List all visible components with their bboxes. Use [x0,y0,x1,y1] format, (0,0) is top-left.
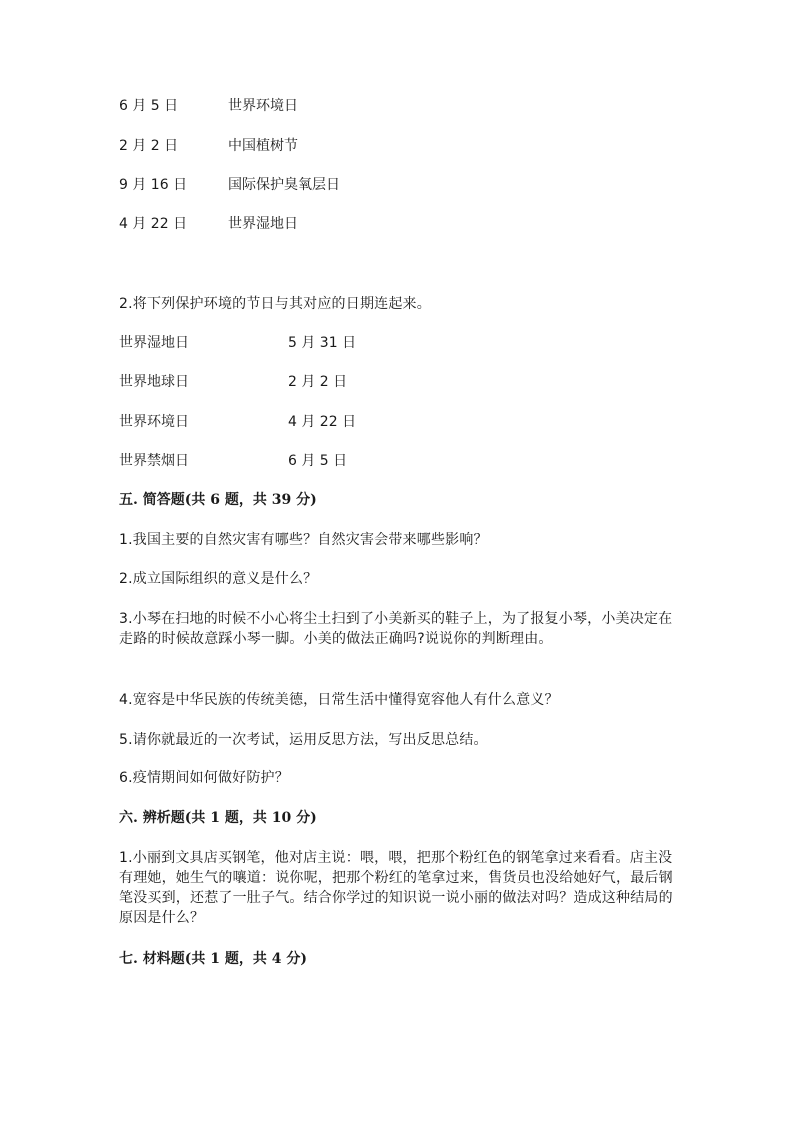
match-name: 世界禁烟日 [119,453,189,469]
list1-date: 9 月 16 日 [119,177,188,193]
match-date: 2 月 2 日 [288,374,348,390]
section-heading: 六. 辨析题(共 1 题，共 10 分) [119,810,317,826]
list1-name: 世界环境日 [228,98,298,114]
question-text: 6.疫情期间如何做好防护？ [119,770,289,786]
list1-row [119,214,298,234]
match-date: 6 月 5 日 [288,453,348,469]
match-row [119,412,357,432]
match-name: 世界环境日 [119,414,189,430]
list1-row [119,96,298,116]
match-row [119,333,357,353]
section-heading: 七. 材料题(共 1 题，共 4 分) [119,951,307,967]
question-text: 3.小琴在扫地的时候不小心将尘土扫到了小美新买的鞋子上，为了报复小琴，小美决定在走路的时候故意踩小琴一脚。小美的做法正确吗?说说你的判断理由。 [119,611,673,647]
list1-row [119,136,298,156]
list1-name: 国际保护臭氧层日 [228,177,340,193]
question-text: 1.小丽到文具店买钢笔，他对店主说：喂，喂，把那个粉红色的钢笔拿过来看看。店主没有理她，她生气的嚷道：说你呢，把那个粉红的笔拿过来，售货员也没给她好气，最后钢笔没买到，还惹了一肚子气。结合你学过的知识说一说小丽的做法对吗？造成这种结局的原因是什么？ [119,850,673,926]
list1-row [119,175,340,195]
list1-date: 6 月 5 日 [119,98,179,114]
question-text: 1.我国主要的自然灾害有哪些？自然灾害会带来哪些影响？ [119,532,488,548]
match-date: 4 月 22 日 [288,414,357,430]
match-name: 世界湿地日 [119,335,189,351]
match-name: 世界地球日 [119,374,189,390]
section-heading: 五. 简答题(共 6 题，共 39 分) [119,492,317,508]
match-row [119,451,348,471]
list1-name: 中国植树节 [228,138,298,154]
question-text: 2.成立国际组织的意义是什么？ [119,571,318,587]
question-prompt: 2.将下列保护环境的节日与其对应的日期连起来。 [119,296,431,312]
list1-date: 4 月 22 日 [119,216,188,232]
list1-name: 世界湿地日 [228,216,298,232]
match-row [119,372,348,392]
question-text: 5.请你就最近的一次考试，运用反思方法，写出反思总结。 [119,732,488,748]
match-date: 5 月 31 日 [288,335,357,351]
question-text: 4.宽容是中华民族的传统美德，日常生活中懂得宽容他人有什么意义？ [119,692,559,708]
list1-date: 2 月 2 日 [119,138,179,154]
